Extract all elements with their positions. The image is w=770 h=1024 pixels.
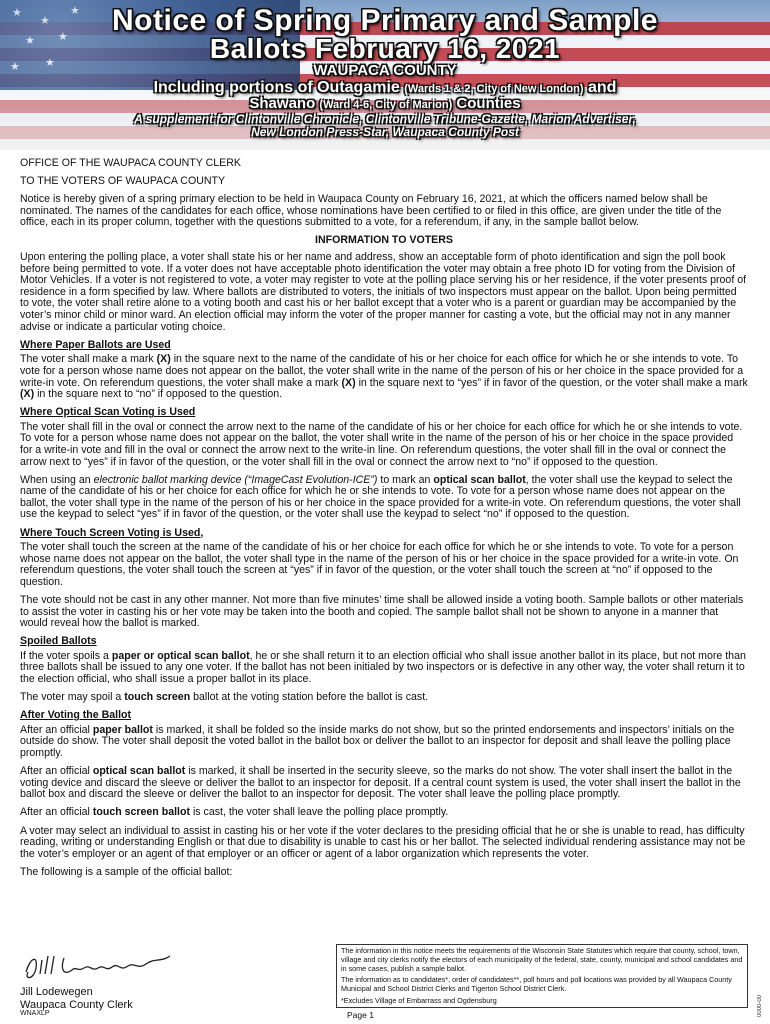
shawano-line	[0, 95, 770, 112]
mark-x: (X)	[156, 353, 171, 366]
bold-term: paper or optical scan ballot	[111, 649, 250, 662]
exclusion-note: *Excludes Village of Embarrass and Ogdensburg	[341, 995, 497, 1005]
side-code: 0000-00	[757, 995, 763, 1018]
text-span: The voter may spoil a	[20, 691, 122, 704]
star-icon: ★	[70, 5, 80, 17]
info-paragraph: Upon entering the polling place, a voter shall state his or her name and address, show an acceptable form of photo identification and sign the poll book before being permitted to vote. If a voter does not have acceptable photo identification the voter may obtain a free photo ID for voting from the Division of Motor Vehicles. If a voter is not registered to vote, a voter may register to vote at the polling place serving his or her residence, if the voter presents proof of residence in a form specified by law. Where ballots are distributed to voters, the initials of two inspectors must appear on the ballot. Upon being permitted to vote, the voter shall retire alone to a voting booth and cast his or her ballot except that a voter who is a parent or guardian may be accompanied by the voter’s minor child or minor ward. An election official may inform the voter of the proper manner for casting a vote, but the official may not in any manner advise or indicate a particular voting choice.	[20, 251, 747, 333]
star-icon: ★	[10, 61, 20, 73]
text-span: After an official	[20, 806, 90, 819]
assistance-paragraph: A voter may select an individual to assist in casting his or her vote if the voter declares to the presiding official that he or she is unable to read, has difficulty reading, writing or understanding English or that due to disability is unable to cast his or her ballot. The selected individual rendering assistance may not be the voter’s employer or an agent of that employer or an officer or agent of a labor organization which represents the voter.	[20, 824, 746, 860]
optical-scan-heading: Where Optical Scan Voting is Used	[20, 406, 196, 419]
info-heading: INFORMATION TO VOTERS	[315, 234, 453, 247]
after-paper-paragraph	[20, 725, 748, 760]
clerk-name-block	[20, 986, 133, 1012]
star-icon: ★	[25, 35, 35, 47]
text-span: in the square next to the name of the candidate of his or her choice for each office for which he or she intends to vote. To vote for a person whose name does not appear on the ballot, the voter shall write in the name of the person of his or her choice in the space provided for a write-in vote. On referendum questions, the voter shall make a mark	[20, 353, 744, 389]
portions-wards: (Wards 1 & 2, City of New London)	[404, 83, 584, 95]
clerk-title: Waupaca County Clerk	[20, 999, 133, 1011]
after-touch-paragraph	[20, 807, 748, 819]
mark-x: (X)	[341, 376, 356, 389]
county-name: WAUPACA COUNTY	[313, 62, 457, 79]
star-icon: ★	[40, 15, 50, 27]
supplement-line2: New London Press-Star, Waupaca County Post	[251, 125, 519, 139]
touch-screen-heading: Where Touch Screen Voting is Used,	[20, 526, 204, 539]
text-span: in the square next to “yes” if in favor of the question, or the voter shall make a mark	[358, 376, 748, 389]
publication-code: WNAXLP	[20, 1010, 50, 1017]
to-voters-line: TO THE VOTERS OF WAUPACA COUNTY	[20, 175, 226, 188]
text-span: When using an	[20, 473, 91, 486]
text-span: to mark an	[380, 473, 431, 486]
bold-term: optical scan ballot	[92, 765, 186, 778]
page-number: Page 1	[347, 1010, 374, 1020]
text-span: , the voter shall use the keypad to select the name of the candidate of his or her choice for each office for which he or she intends to vote. To vote for a person whose name does not appear on the ballot, the voter shall type in the name of the person of his or her choice in the space provided for a write-in vote. On referendum questions, the voter shall use the keypad to select “yes” if in favor of the question, or the voter shall use the keypad to select “no” if opposed to the question.	[20, 473, 741, 521]
bold-term: paper ballot	[92, 723, 153, 736]
sample-ballot-line: The following is a sample of the official ballot:	[20, 865, 233, 878]
supplement-note	[0, 113, 770, 139]
star-icon: ★	[45, 57, 55, 69]
paper-ballots-paragraph	[20, 354, 748, 400]
mark-x: (X)	[20, 388, 35, 401]
clerk-name: Jill Lodewegen	[20, 986, 93, 998]
bold-term: optical scan ballot	[433, 473, 526, 486]
touch-screen-paragraph: The voter shall touch the screen at the name of the candidate of his or her choice for each office for which he or she intends to vote. To vote for a person whose name does not appear on the ballot, the voter shall type in the name of the person of his or her choice in the space provided for a write-in vote. On referendum questions, the voter shall touch the screen at “yes” if in favor of the question, or the voter shall touch the screen at “no” if opposed to the question.	[20, 541, 739, 588]
portions-and: and	[587, 79, 617, 96]
star-icon: ★	[12, 7, 22, 19]
spoil-touch-paragraph	[20, 692, 748, 704]
star-icon: ★	[58, 31, 68, 43]
shawano-text: Shawano	[249, 95, 316, 112]
text-span: ballot at the voting station before the ballot is cast.	[193, 691, 429, 704]
text-span: After an official	[20, 723, 90, 736]
text-span: If the voter spoils a	[20, 649, 109, 662]
after-voting-heading: After Voting the Ballot	[20, 709, 132, 722]
statute-paragraph: The information in this notice meets the requirements of the Wisconsin State Statutes which require that county, school, town, village and city clerks notify the electors of each municipality of the federal, state, county, municipal and school candidates and in some cases, publish a sample ballot.	[341, 946, 743, 973]
notice-paragraph: Notice is hereby given of a spring primary election to be held in Waupaca County on February 16, 2021, at which the officers named below shall be nominated. The names of the candidates for each office, whose nominations have been certified to or filed in this office, are given under the title of the office, each in its proper column, together with the questions submitted to a vote, for a referendum, if any, in the sample ballot below.	[20, 193, 722, 229]
optical-scan-paragraph: The voter shall fill in the oval or connect the arrow next to the name of the candidate of his or her choice for each office for which he or she intends to vote. To vote for a person whose name does not appear on the ballot, the voter shall write in the name of the person of his or her choice in the space provided for a write-in vote and fill in the oval or connect the arrow next to the write-in line. On referendum questions, the voter shall fill in the oval or connect the arrow next to “yes” if in favor of the question, or the voter shall fill in the oval or connect the arrow next to “no” if opposed to the question.	[20, 420, 743, 468]
paper-ballots-heading: Where Paper Ballots are Used	[20, 338, 171, 351]
text-span: , he or she shall return it to an election official who shall issue another ballot in its place, but not more than three ballots shall be issued to any one voter. If the ballot has not been initialed by two inspectors or is defective in any other way, the voter shall return it to the election official, who shall issue a proper ballot in its place.	[20, 649, 746, 686]
text-span: is cast, the voter shall leave the polling place promptly.	[192, 806, 449, 819]
candidates-source-paragraph: The information as to candidates*, order of candidates**, poll hours and poll locations was provided by all Waupaca County Municipal and School District Clerks and Tigerton School District Clerk.	[341, 975, 732, 994]
device-name: electronic ballot marking device (“ImageCast Evolution-ICE”)	[93, 473, 378, 486]
counties-text: Counties	[456, 95, 521, 112]
after-optical-paragraph	[20, 766, 748, 801]
notice-title-line1: Notice of Spring Primary and Sample	[112, 4, 658, 37]
text-span: The voter shall make a mark	[20, 353, 154, 366]
notice-title-line2: Ballots February 16, 2021	[209, 33, 561, 64]
ballot-device-paragraph	[20, 475, 748, 521]
handwritten-signature	[20, 950, 180, 984]
shawano-wards: (Ward 4-6, City of Marion)	[319, 99, 453, 111]
notice-body	[20, 158, 748, 885]
spoiled-paragraph	[20, 651, 748, 686]
header-banner	[0, 0, 770, 150]
text-span: is marked, it shall be inserted in the security sleeve, so the marks do not show. The voter shall insert the ballot in the voting device and discard the sleeve or deliver the ballot to an inspector for deposit. If a central count system is used, the voter shall insert the ballot in the ballot box and discard the sleeve or deliver the ballot to an inspector for deposit. The voter shall leave the polling place promptly.	[20, 765, 741, 801]
bold-term: touch screen ballot	[92, 806, 190, 819]
spoiled-ballots-heading: Spoiled Ballots	[20, 635, 97, 648]
portions-text: Including portions of Outagamie	[153, 79, 400, 96]
text-span: in the square next to “no” if opposed to the question.	[37, 388, 283, 401]
bold-term: touch screen	[124, 691, 191, 704]
office-line: OFFICE OF THE WAUPACA COUNTY CLERK	[20, 157, 241, 169]
statute-info-box	[336, 944, 748, 1008]
text-span: is marked, it shall be folded so the inside marks do not show, but so the printed endorsements and inspectors’ initials on the outside do show. The voter shall deposit the voted ballot in the ballot box or deliver the ballot to an inspector for deposit and shall leave the polling place promptly.	[20, 723, 735, 760]
supplement-line1: A supplement for Clintonville Chronicle, Clintonville Tribune-Gazette, Marion Advertiser,	[134, 112, 636, 126]
manner-paragraph: The vote should not be cast in any other manner. Not more than five minutes’ time shall be allowed inside a voting booth. Sample ballots or other materials to assist the voter in casting his or her vote may be taken into the booth and copied. The sample ballot shall not be shown to anyone in a manner that would reveal how the ballot is marked.	[20, 594, 744, 630]
text-span: After an official	[20, 765, 90, 778]
